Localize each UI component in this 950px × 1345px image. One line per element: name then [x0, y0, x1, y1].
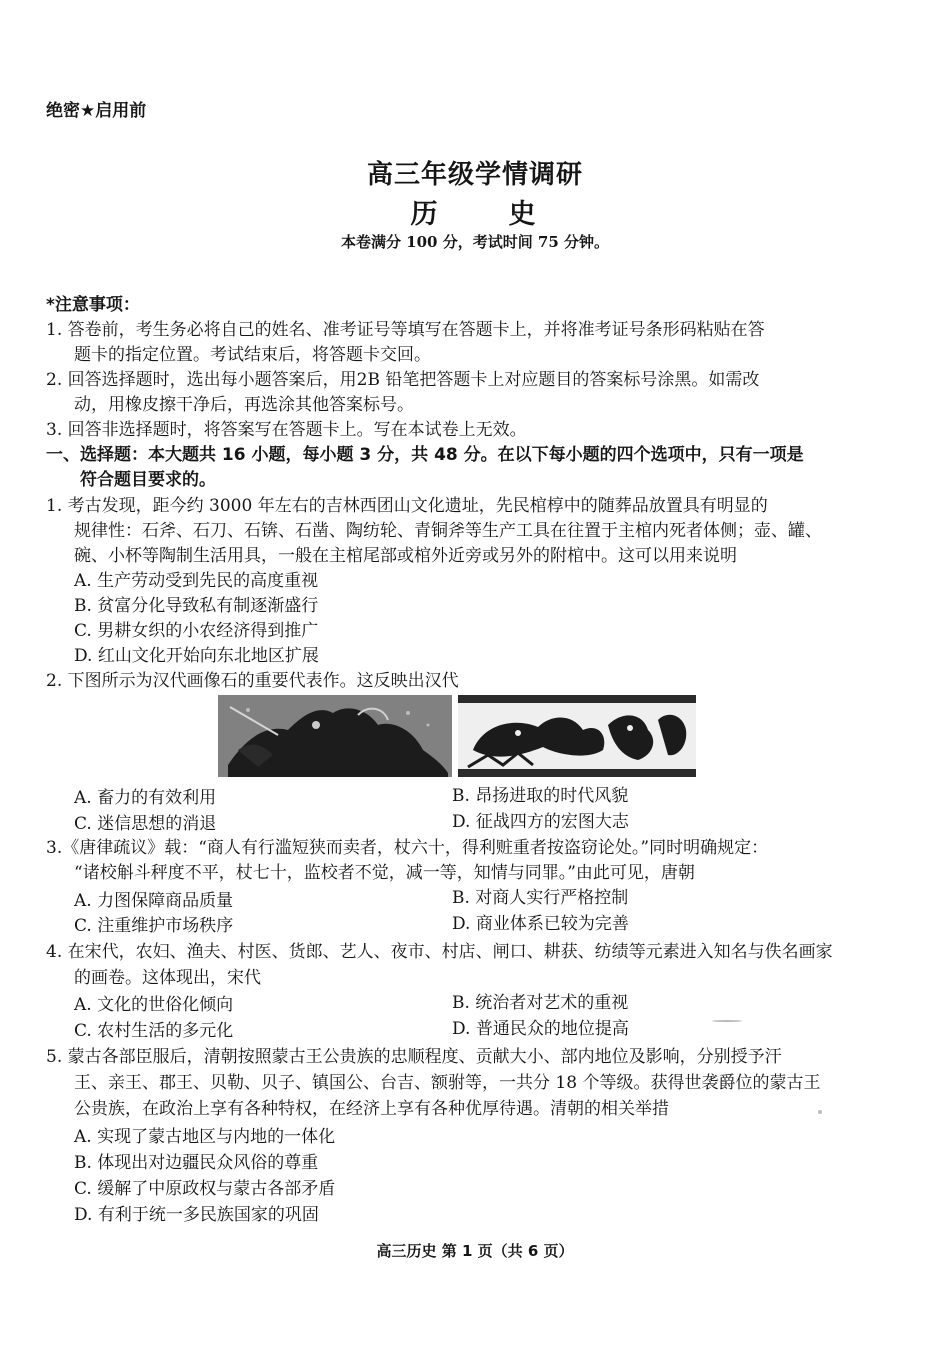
question-stem: 的画卷。这体现出，宋代 — [74, 968, 261, 988]
question-stem: 公贵族，在政治上享有各种特权，在经济上享有各种优厚待遇。清朝的相关举措 — [74, 1099, 669, 1119]
scan-speck — [712, 1020, 742, 1022]
option-b: B. 贫富分化导致私有制逐渐盛行 — [74, 596, 319, 616]
question-stem: “诸校斛斗秤度不平，杖七十，监校者不觉，减一等，知情与同罪。”由此可见，唐朝 — [74, 863, 695, 883]
option-a: A. 力图保障商品质量 — [74, 891, 234, 911]
notice-item: 1. 答卷前，考生务必将自己的姓名、准考证号等填写在答题卡上，并将准考证号条形码粘贴在答 — [46, 320, 765, 340]
section-heading-cont: 符合题目要求的。 — [80, 470, 216, 490]
option-d: D. 商业体系已较为完善 — [452, 914, 629, 934]
option-b: B. 体现出对边疆民众风俗的尊重 — [74, 1153, 319, 1173]
notice-item: 3. 回答非选择题时，将答案写在答题卡上。写在本试卷上无效。 — [46, 420, 527, 440]
option-b: B. 对商人实行严格控制 — [452, 888, 629, 908]
confidential-label: 绝密★启用前 — [46, 101, 147, 121]
exam-info: 本卷满分 100 分，考试时间 75 分钟。 — [340, 233, 610, 251]
option-c: C. 农村生活的多元化 — [74, 1021, 234, 1041]
han-stone-relief-right-image — [458, 695, 696, 777]
option-a: A. 生产劳动受到先民的高度重视 — [74, 571, 319, 591]
question-stem: 3.《唐律疏议》载：“商人有行滥短狭而卖者，杖六十，得利赃重者按盗窃论处。”同时明确规定： — [46, 838, 769, 858]
option-b: B. 昂扬进取的时代风貌 — [452, 786, 629, 806]
option-d: D. 征战四方的宏图大志 — [452, 812, 629, 832]
option-c: C. 注重维护市场秩序 — [74, 916, 234, 936]
page-footer: 高三历史 第 1 页（共 6 页） — [376, 1242, 574, 1260]
scan-speck — [818, 1110, 822, 1114]
question-stem: 5. 蒙古各部臣服后，清朝按照蒙古王公贵族的忠顺程度、贡献大小、部内地位及影响，分别授予汗 — [46, 1047, 782, 1067]
notice-item: 2. 回答选择题时，选出每小题答案后，用2B 铅笔把答题卡上对应题目的答案标号涂黑。如需改 — [46, 370, 760, 390]
option-d: D. 有利于统一多民族国家的巩固 — [74, 1205, 319, 1225]
question-stem: 规律性：石斧、石刀、石锛、石凿、陶纺轮、青铜斧等生产工具在往置于主棺内死者体侧；壶、罐、 — [74, 521, 822, 541]
option-b: B. 统治者对艺术的重视 — [452, 993, 629, 1013]
exam-title: 高三年级学情调研 — [366, 160, 583, 190]
question-stem: 王、亲王、郡王、贝勒、贝子、镇国公、台吉、额驸等，一共分 18 个等级。获得世袭爵位的蒙古王 — [74, 1073, 821, 1093]
option-c: C. 缓解了中原政权与蒙古各部矛盾 — [74, 1179, 336, 1199]
question-stem: 1. 考古发现，距今约 3000 年左右的吉林西团山文化遗址，先民棺椁中的随葬品放置具有明显的 — [46, 496, 768, 516]
section-heading: 一、选择题：本大题共 16 小题，每小题 3 分，共 48 分。在以下每小题的四个选项中，只有一项是 — [46, 445, 804, 465]
option-c: C. 迷信思想的消退 — [74, 814, 217, 834]
notice-heading: *注意事项： — [46, 295, 140, 315]
question-stem: 碗、小杯等陶制生活用具，一般在主棺尾部或棺外近旁或另外的附棺中。这可以用来说明 — [74, 546, 737, 566]
option-a: A. 文化的世俗化倾向 — [74, 995, 234, 1015]
option-d: D. 红山文化开始向东北地区扩展 — [74, 646, 319, 666]
question-stem: 4. 在宋代，农妇、渔夫、村医、货郎、艺人、夜市、村店、闸口、耕获、纺绩等元素进入知名与佚名画家 — [46, 942, 833, 962]
option-c: C. 男耕女织的小农经济得到推广 — [74, 621, 319, 641]
option-a: A. 实现了蒙古地区与内地的一体化 — [74, 1127, 336, 1147]
notice-item: 动，用橡皮擦干净后，再选涂其他答案标号。 — [74, 395, 414, 415]
option-a: A. 畜力的有效利用 — [74, 788, 217, 808]
option-d: D. 普通民众的地位提高 — [452, 1019, 629, 1039]
han-stone-relief-left-image — [218, 695, 452, 777]
subject-title: 历 史 — [410, 199, 558, 230]
question-stem: 2. 下图所示为汉代画像石的重要代表作。这反映出汉代 — [46, 671, 459, 691]
notice-item: 题卡的指定位置。考试结束后，将答题卡交回。 — [74, 345, 431, 365]
